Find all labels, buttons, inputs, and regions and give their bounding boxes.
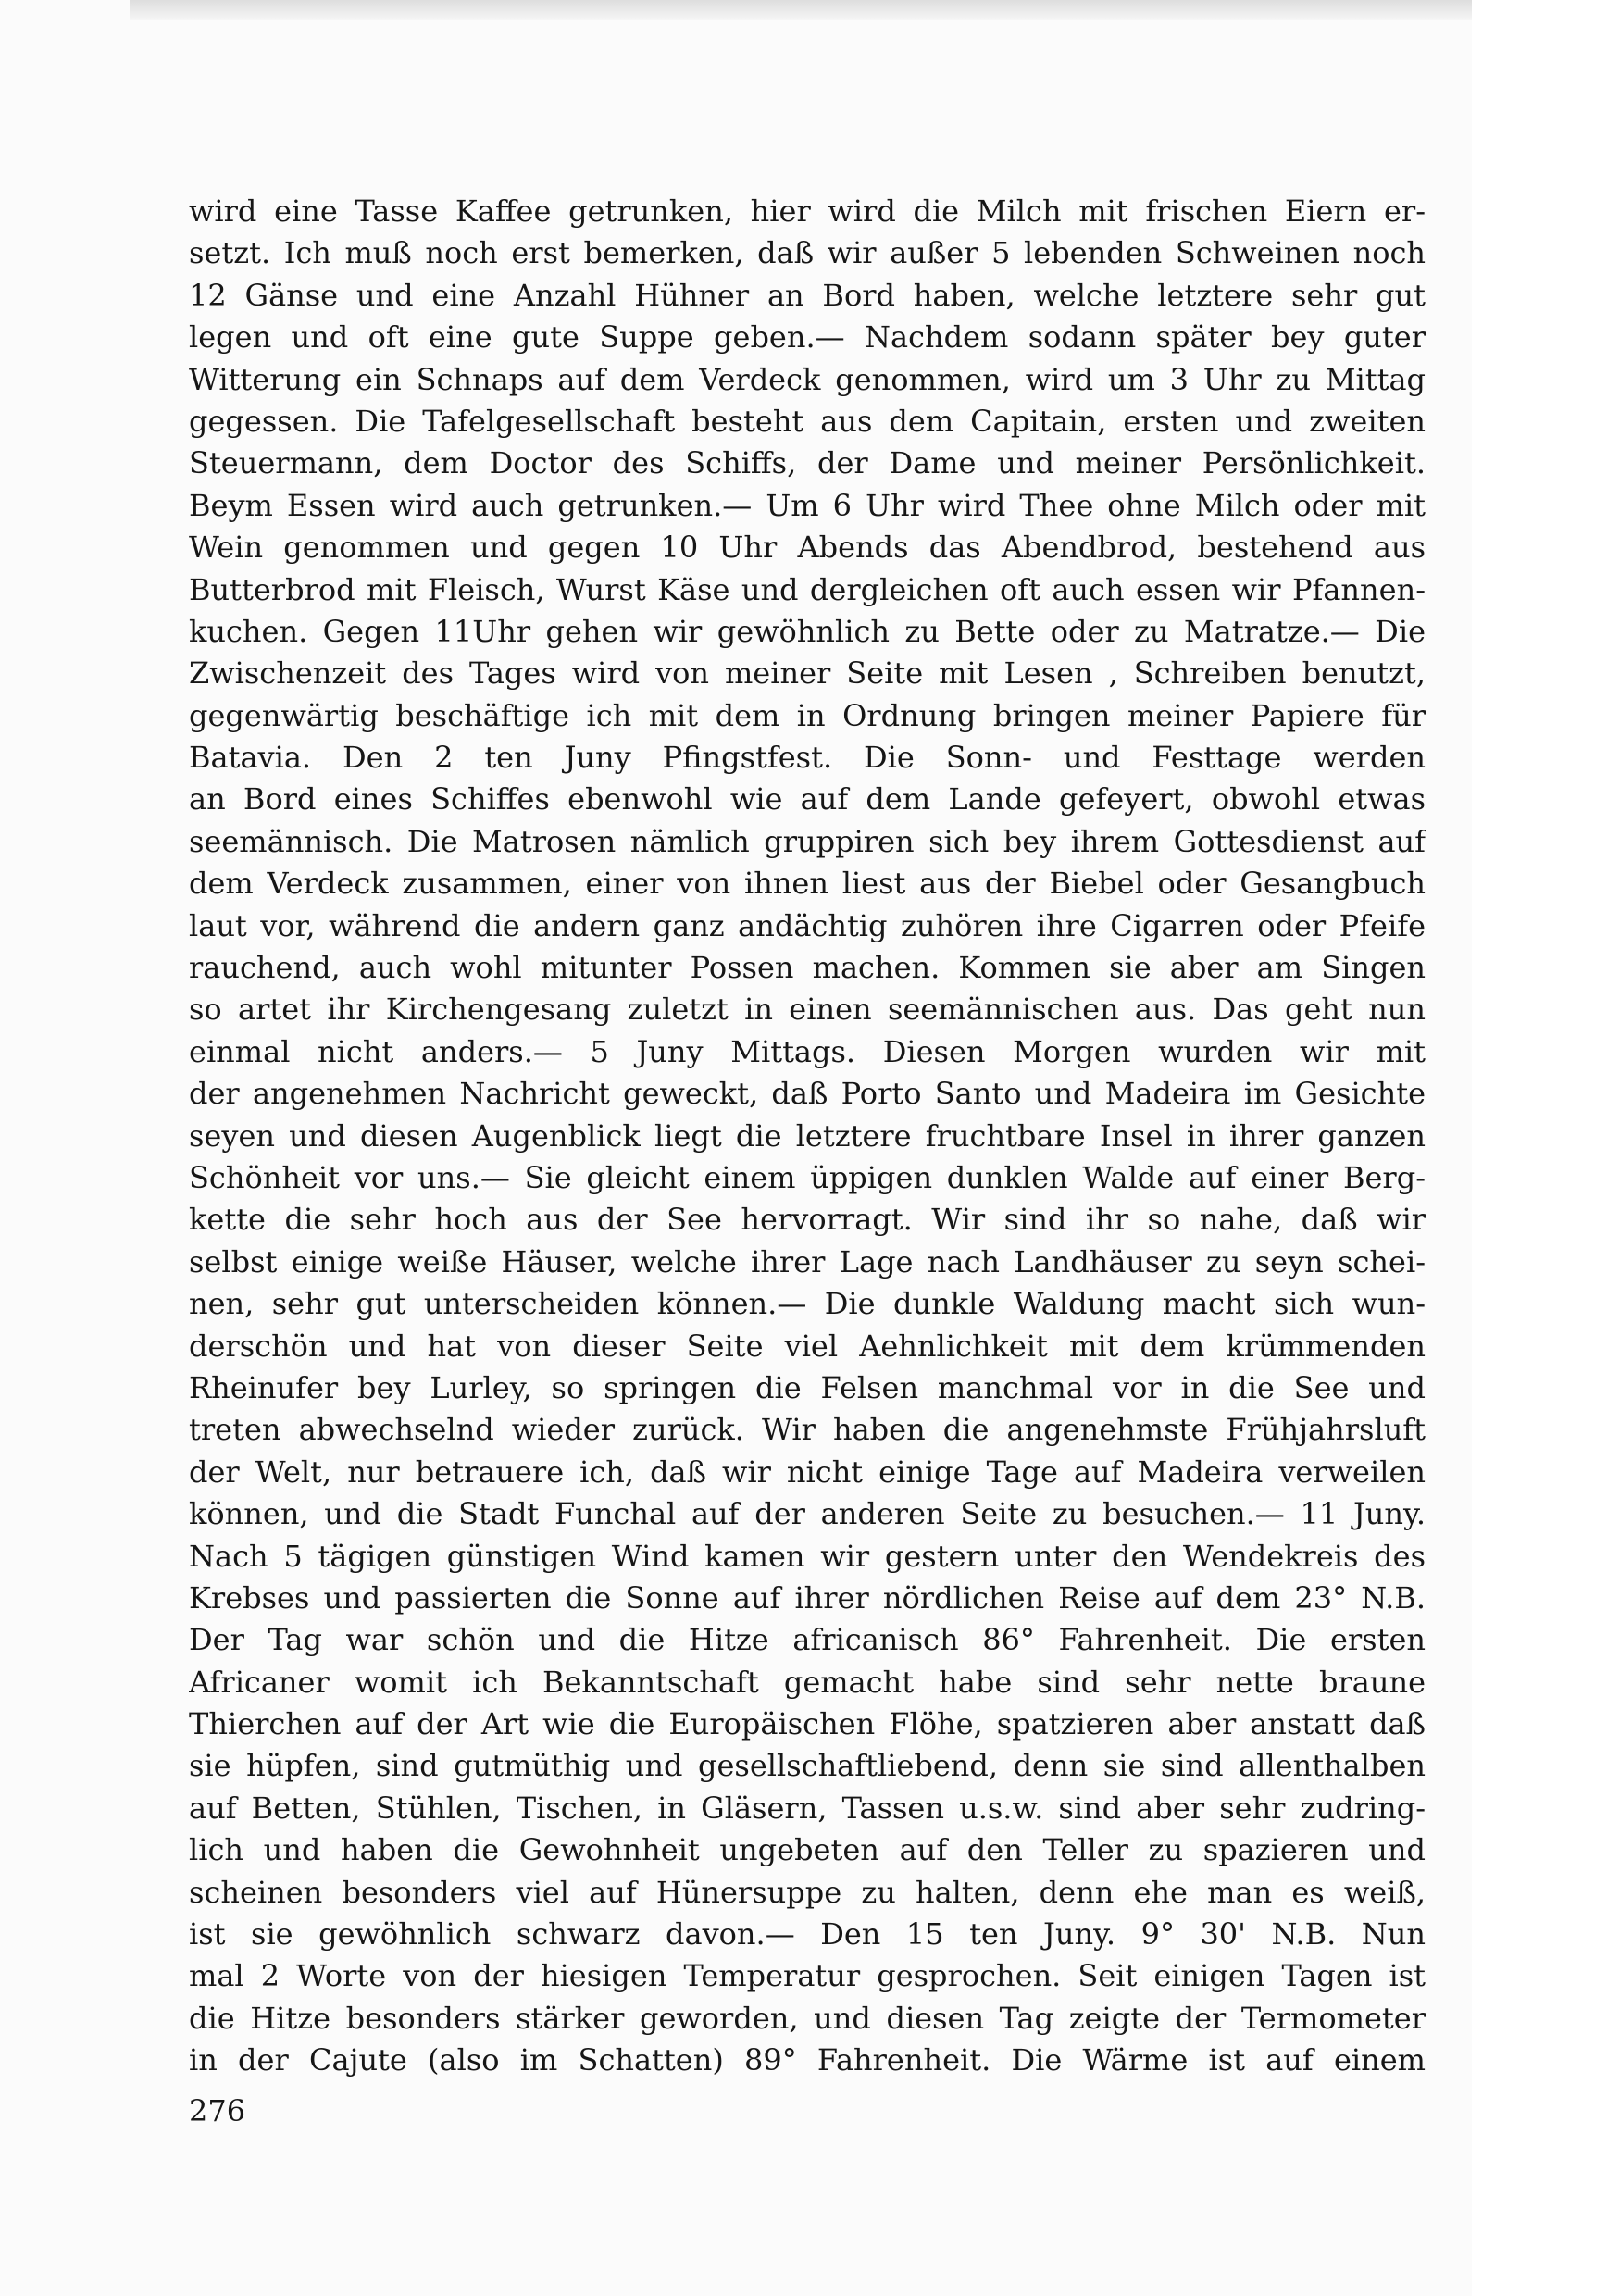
text-line: in der Cajute (also im Schatten) 89° Fahrenheit. Die Wärme ist auf einem [189,2042,1426,2078]
text-line: setzt. Ich muß noch erst bemerken, daß wir außer 5 lebenden Schweinen noch [189,235,1426,271]
text-line: können, und die Stadt Funchal auf der anderen Seite zu besuchen.— 11 Juny. [189,1496,1426,1532]
text-line: Nach 5 tägigen günstigen Wind kamen wir gestern unter den Wendekreis des [189,1538,1426,1574]
text-line: auf Betten, Stühlen, Tischen, in Gläsern, Tassen u.s.w. sind aber sehr zudring- [189,1790,1426,1826]
text-line: lich und haben die Gewohnheit ungebeten auf den Teller zu spazieren und [189,1832,1426,1868]
text-line: gegenwärtig beschäftige ich mit dem in Ordnung bringen meiner Papiere für [189,697,1426,733]
text-line: kette die sehr hoch aus der See hervorragt. Wir sind ihr so nahe, daß wir [189,1202,1426,1238]
text-line: Witterung ein Schnaps auf dem Verdeck genommen, wird um 3 Uhr zu Mittag [189,361,1426,397]
text-line: einmal nicht anders.— 5 Juny Mittags. Diesen Morgen wurden wir mit [189,1033,1426,1069]
text-line: Butterbrod mit Fleisch, Wurst Käse und dergleichen oft auch essen wir Pfannen- [189,571,1426,607]
text-line: ist sie gewöhnlich schwarz davon.— Den 15 ten Juny. 9° 30' N.B. Nun [189,1916,1426,1953]
text-line: wird eine Tasse Kaffee getrunken, hier wird die Milch mit frischen Eiern er- [189,193,1426,229]
text-line: laut vor, während die andern ganz andächtig zuhören ihre Cigarren oder Pfeife [189,907,1426,943]
text-line: Africaner womit ich Bekanntschaft gemacht habe sind sehr nette braune [189,1664,1426,1700]
text-line: sie hüpfen, sind gutmüthig und gesellschaftliebend, denn sie sind allenthalben [189,1748,1426,1784]
text-line: Wein genommen und gegen 10 Uhr Abends das Abendbrod, bestehend aus [189,530,1426,566]
text-line: Krebses und passierten die Sonne auf ihrer nördlichen Reise auf dem 23° N.B. [189,1579,1426,1616]
body-text [189,191,1426,2082]
text-line: Schönheit vor uns.— Sie gleicht einem üppigen dunklen Walde auf einer Berg- [189,1159,1426,1195]
text-line: dem Verdeck zusammen, einer von ihnen liest aus der Biebel oder Gesangbuch [189,866,1426,902]
text-line: kuchen. Gegen 11Uhr gehen wir gewöhnlich zu Bette oder zu Matratze.— Die [189,613,1426,649]
text-line: nen, sehr gut unterscheiden können.— Die dunkle Waldung macht sich wun- [189,1286,1426,1322]
text-line: Steuermann, dem Doctor des Schiffs, der Dame und meiner Persönlichkeit. [189,445,1426,481]
text-line: mal 2 Worte von der hiesigen Temperatur gesprochen. Seit einigen Tagen ist [189,1958,1426,1994]
text-line: der Welt, nur betrauere ich, daß wir nicht einige Tage auf Madeira verweilen [189,1454,1426,1490]
text-line: an Bord eines Schiffes ebenwohl wie auf dem Lande gefeyert, obwohl etwas [189,781,1426,817]
text-line: Thierchen auf der Art wie die Europäischen Flöhe, spatzieren aber anstatt daß [189,1706,1426,1742]
text-line: Zwischenzeit des Tages wird von meiner Seite mit Lesen , Schreiben benutzt, [189,655,1426,692]
text-line: scheinen besonders viel auf Hünersuppe zu halten, denn ehe man es weiß, [189,1874,1426,1910]
page-margin-edge [1472,0,1607,2296]
text-line: selbst einige weiße Häuser, welche ihrer Lage nach Landhäuser zu seyn schei- [189,1243,1426,1279]
text-line: seemännisch. Die Matrosen nämlich gruppiren sich bey ihrem Gottesdienst auf [189,823,1426,859]
text-line: seyen und diesen Augenblick liegt die letztere fruchtbare Insel in ihrer ganzen [189,1117,1426,1154]
text-line: derschön und hat von dieser Seite viel Aehnlichkeit mit dem krümmenden [189,1328,1426,1364]
page-number: 276 [189,2093,246,2128]
text-line: Der Tag war schön und die Hitze africanisch 86° Fahrenheit. Die ersten [189,1622,1426,1658]
text-line: Rheinufer bey Lurley, so springen die Felsen manchmal vor in die See und [189,1369,1426,1405]
text-line: treten abwechselnd wieder zurück. Wir haben die angenehmste Frühjahrsluft [189,1412,1426,1448]
text-line: die Hitze besonders stärker geworden, und diesen Tag zeigte der Termometer [189,2000,1426,2036]
text-line: rauchend, auch wohl mitunter Possen machen. Kommen sie aber am Singen [189,950,1426,986]
text-line: so artet ihr Kirchengesang zuletzt in einen seemännischen aus. Das geht nun [189,992,1426,1028]
text-line: Batavia. Den 2 ten Juny Pfingstfest. Die Sonn- und Festtage werden [189,740,1426,776]
text-line: 12 Gänse und eine Anzahl Hühner an Bord haben, welche letztere sehr gut [189,277,1426,313]
text-line: gegessen. Die Tafelgesellschaft besteht aus dem Capitain, ersten und zweiten [189,403,1426,439]
scan-top-shadow [130,0,1472,20]
text-line: der angenehmen Nachricht geweckt, daß Porto Santo und Madeira im Gesichte [189,1076,1426,1112]
text-line: legen und oft eine gute Suppe geben.— Nachdem sodann später bey guter [189,319,1426,356]
text-line: Beym Essen wird auch getrunken.— Um 6 Uhr wird Thee ohne Milch oder mit [189,487,1426,523]
